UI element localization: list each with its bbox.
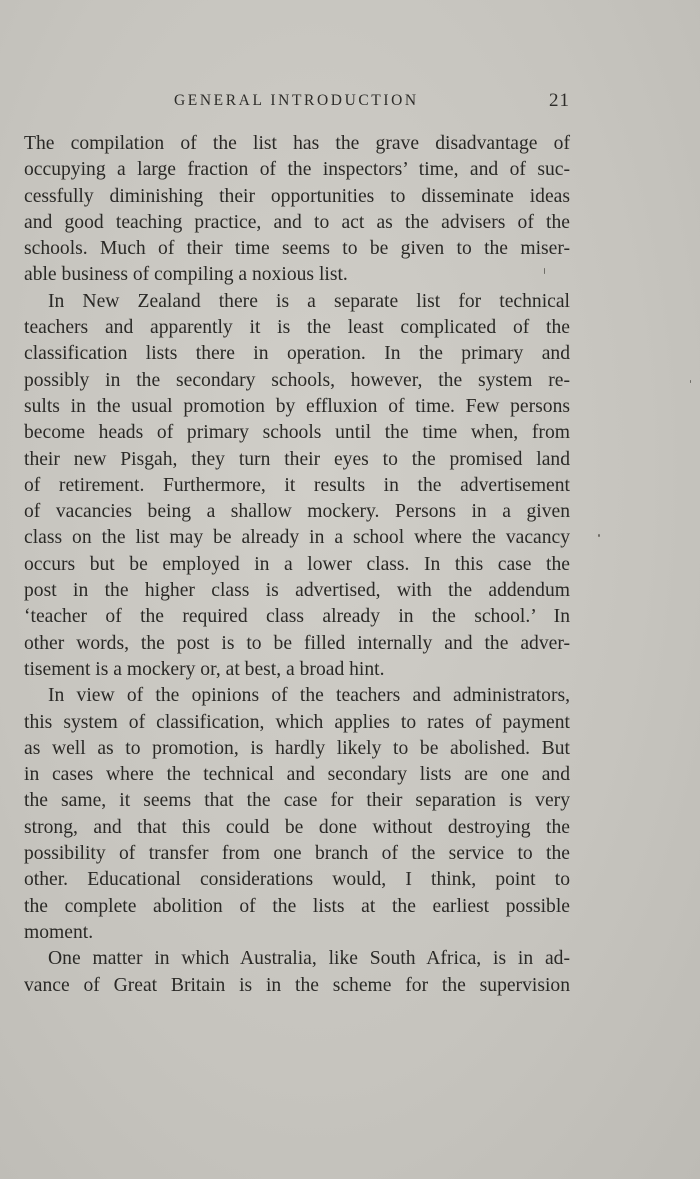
text-line: vance of Great Britain is in the scheme for the supervision xyxy=(24,974,570,996)
text-line: this system of classification, which applies to rates of payment xyxy=(24,711,570,733)
body-text xyxy=(24,131,570,999)
text-line: ‘teacher of the required class already in the school.’ In xyxy=(24,606,570,628)
paper-speck xyxy=(598,534,600,537)
text-line: possibility of transfer from one branch of the service to the xyxy=(24,843,570,865)
text-line: become heads of primary schools until the time when, from xyxy=(24,422,570,444)
text-line: and good teaching practice, and to act as the advisers of the xyxy=(24,211,570,233)
text-line: occurs but be employed in a lower class. In this case the xyxy=(24,553,570,575)
text-line: other. Educational considerations would, I think, point to xyxy=(24,869,570,891)
running-title: GENERAL INTRODUCTION xyxy=(174,92,419,109)
text-line: cessfully diminishing their opportunities to disseminate ideas xyxy=(24,185,570,207)
text-line: moment. xyxy=(24,921,94,943)
paragraph-first-line: In New Zealand there is a separate list for technical xyxy=(48,290,570,312)
text-line: other words, the post is to be filled internally and the adver- xyxy=(24,632,570,654)
text-line: the same, it seems that the case for their separation is very xyxy=(24,790,570,812)
text-line: in cases where the technical and secondary lists are one and xyxy=(24,764,570,786)
text-line: of retirement. Furthermore, it results in the advertisement xyxy=(24,474,570,496)
text-line: class on the list may be already in a school where the vacancy xyxy=(24,527,570,549)
text-line: The compilation of the list has the grave disadvantage of xyxy=(24,133,570,154)
text-line: strong, and that this could be done without destroying the xyxy=(24,816,570,838)
text-line: the complete abolition of the lists at the earliest possible xyxy=(24,895,570,917)
text-line: teachers and apparently it is the least complicated of the xyxy=(24,317,570,339)
text-line: classification lists there in operation. In the primary and xyxy=(24,343,570,365)
text-line: schools. Much of their time seems to be given to the miser- xyxy=(24,238,570,260)
paragraph-first-line: One matter in which Australia, like South Africa, is in ad- xyxy=(48,948,570,970)
text-line: as well as to promotion, is hardly likely to be abolished. But xyxy=(24,737,570,759)
paragraph-first-line: In view of the opinions of the teachers and administrators, xyxy=(48,685,570,707)
text-line: tisement is a mockery or, at best, a broad hint. xyxy=(24,658,385,680)
text-line: of vacancies being a shallow mockery. Persons in a given xyxy=(24,501,570,523)
running-head xyxy=(24,92,570,116)
page-number: 21 xyxy=(549,90,570,111)
paper-speck xyxy=(690,380,691,383)
text-line: possibly in the secondary schools, however, the system re- xyxy=(24,369,570,391)
text-line: able business of compiling a noxious list. xyxy=(24,264,348,286)
paper-speck xyxy=(544,268,545,274)
text-line: their new Pisgah, they turn their eyes to the promised land xyxy=(24,448,570,470)
text-line: occupying a large fraction of the inspectors’ time, and of suc- xyxy=(24,159,570,181)
text-line: sults in the usual promotion by effluxion of time. Few persons xyxy=(24,395,570,417)
text-line: post in the higher class is advertised, with the addendum xyxy=(24,580,570,602)
